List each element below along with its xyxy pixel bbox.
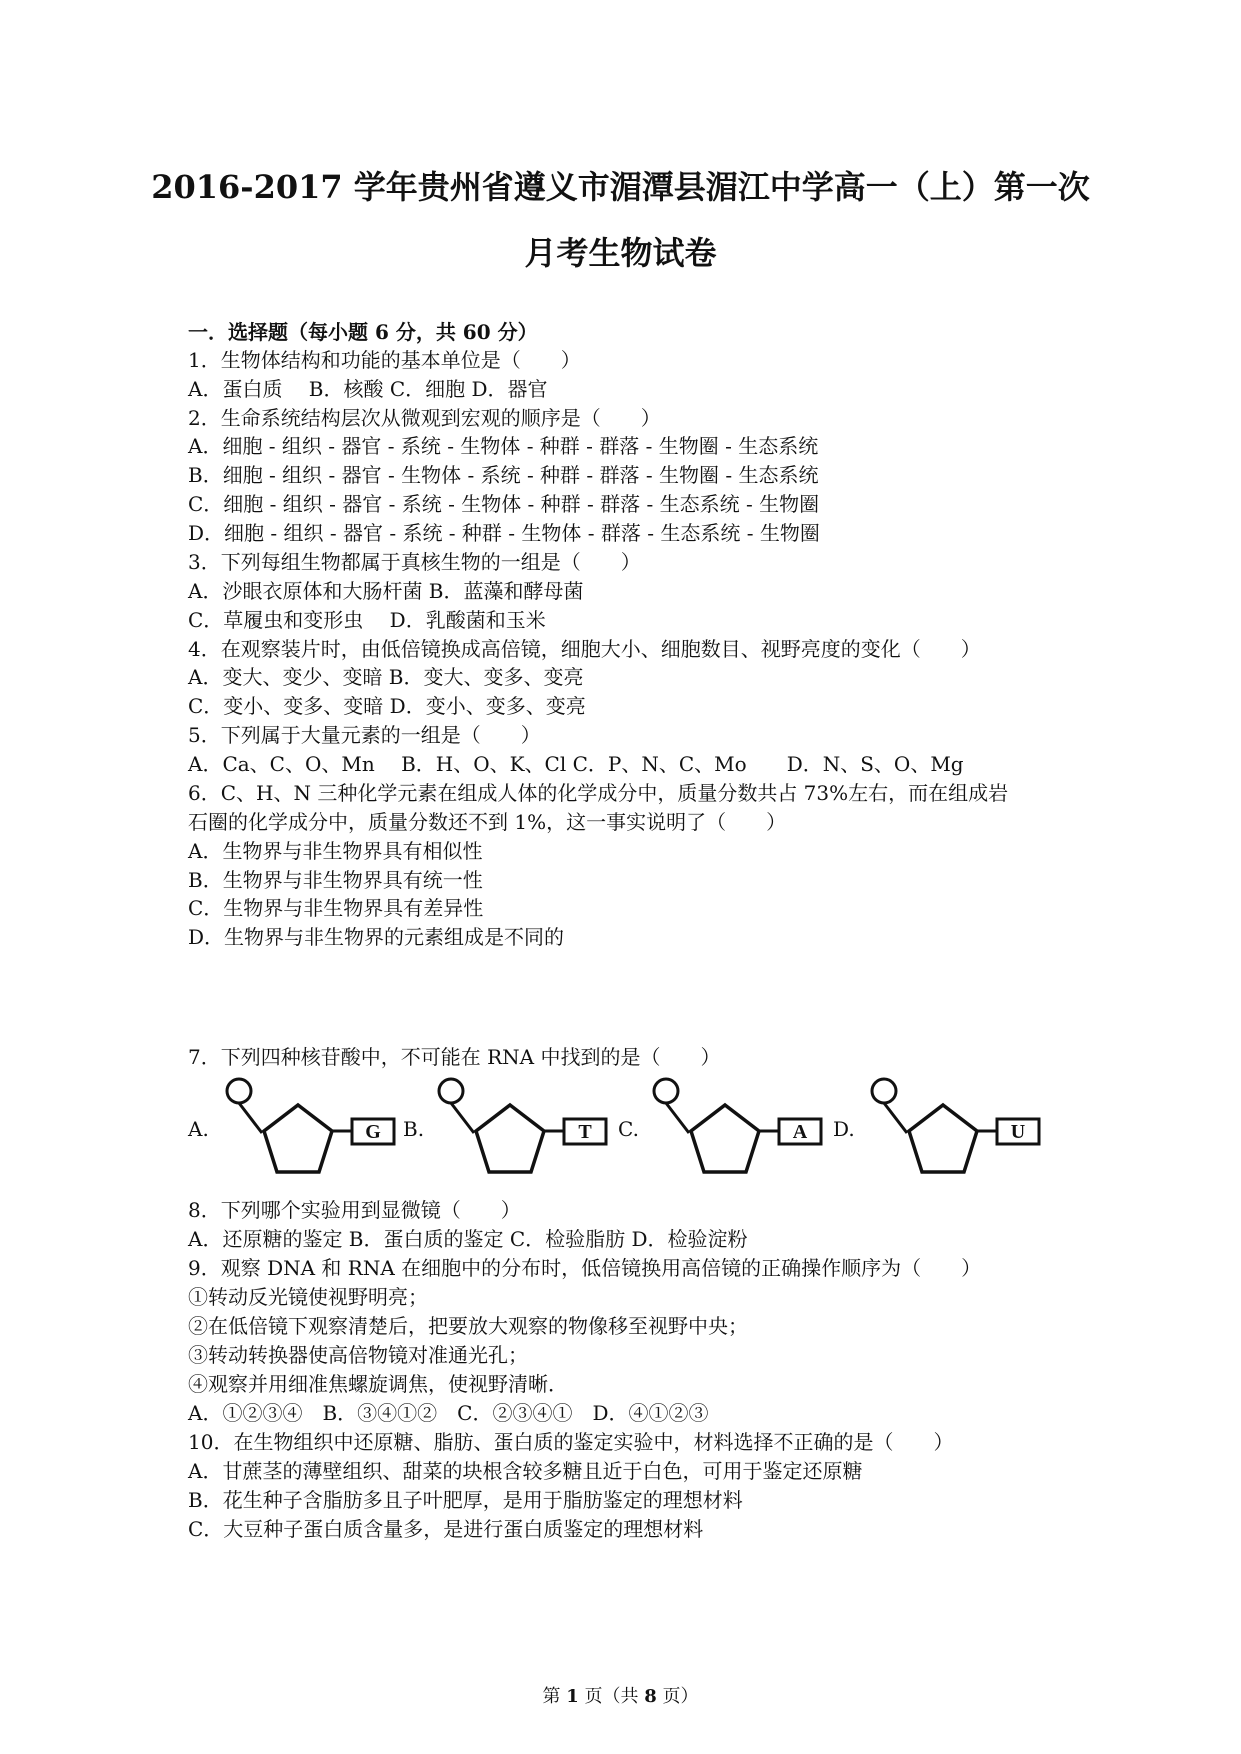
page-footer bbox=[0, 1682, 1241, 1708]
question-line: A．甘蔗茎的薄壁组织、甜菜的块根含较多糖且近于白色，可用于鉴定还原糖 bbox=[188, 1459, 863, 1483]
question-line: 石圈的化学成分中，质量分数还不到 1%，这一事实说明了（ ） bbox=[188, 810, 787, 834]
question-line: 9．观察 DNA 和 RNA 在细胞中的分布时，低倍镜换用高倍镜的正确操作顺序为（ ） bbox=[188, 1256, 982, 1280]
footer-suffix: 页） bbox=[656, 1686, 699, 1707]
option-label: A. bbox=[188, 1117, 209, 1141]
question-line: ④观察并用细准焦螺旋调焦，使视野清晰． bbox=[188, 1372, 568, 1396]
question-line: ③转动转换器使高倍物镜对准通光孔； bbox=[188, 1343, 528, 1367]
exam-title-line-2: 月考生物试卷 bbox=[524, 234, 717, 272]
question-line: C．细胞 - 组织 - 器官 - 系统 - 生物体 - 种群 - 群落 - 生态系统 - 生物圈 bbox=[188, 492, 820, 516]
footer-middle: 页（共 bbox=[578, 1686, 645, 1707]
question-line: C．生物界与非生物界具有差异性 bbox=[188, 896, 484, 920]
question-line: ②在低倍镜下观察清楚后，把要放大观察的物像移至视野中央； bbox=[188, 1314, 748, 1338]
question-line: A．沙眼衣原体和大肠杆菌 B．蓝藻和酵母菌 bbox=[188, 579, 584, 603]
nucleotide-a-icon bbox=[651, 1075, 826, 1185]
option-label: D. bbox=[833, 1117, 855, 1141]
nucleotide-g-icon bbox=[224, 1075, 399, 1185]
question-line: C．草履虫和变形虫 D．乳酸菌和玉米 bbox=[188, 608, 546, 632]
option-label: B. bbox=[403, 1117, 425, 1141]
nucleotide-option-b bbox=[403, 1075, 618, 1185]
question-line: 3．下列每组生物都属于真核生物的一组是（ ） bbox=[188, 550, 641, 574]
nucleotide-option-a bbox=[188, 1075, 403, 1185]
question-line: 7．下列四种核苷酸中，不可能在 RNA 中找到的是（ ） bbox=[188, 1045, 721, 1069]
question-line: A．还原糖的鉴定 B．蛋白质的鉴定 C．检验脂肪 D．检验淀粉 bbox=[188, 1227, 748, 1251]
nucleotide-option-c bbox=[618, 1075, 833, 1185]
base-letter: A bbox=[792, 1121, 808, 1143]
question-line: 5．下列属于大量元素的一组是（ ） bbox=[188, 723, 541, 747]
question-line: A．Ca、C、O、Mn B．H、O、K、Cl C．P、N、C、Mo D．N、S、O、Mg bbox=[188, 752, 964, 776]
question-line: D．细胞 - 组织 - 器官 - 系统 - 种群 - 生物体 - 群落 - 生态系统 - 生物圈 bbox=[188, 521, 820, 545]
question-line: 10．在生物组织中还原糖、脂肪、蛋白质的鉴定实验中，材料选择不正确的是（ ） bbox=[188, 1430, 954, 1454]
question-line: A．细胞 - 组织 - 器官 - 系统 - 生物体 - 种群 - 群落 - 生物圈 - 生态系统 bbox=[188, 434, 819, 458]
question-line: C．变小、变多、变暗 D．变小、变多、变亮 bbox=[188, 694, 586, 718]
question-line: A．蛋白质 B．核酸 C．细胞 D．器官 bbox=[188, 377, 548, 401]
question-line: B．生物界与非生物界具有统一性 bbox=[188, 868, 483, 892]
total-page-number: 8 bbox=[644, 1686, 657, 1707]
question-line: A．①②③④ B．③④①② C．②③④① D．④①②③ bbox=[188, 1401, 709, 1425]
base-letter: U bbox=[1010, 1121, 1026, 1143]
current-page-number: 1 bbox=[566, 1686, 579, 1707]
question-line: 4．在观察装片时，由低倍镜换成高倍镜，细胞大小、细胞数目、视野亮度的变化（ ） bbox=[188, 637, 981, 661]
question-line: D．生物界与非生物界的元素组成是不同的 bbox=[188, 925, 565, 949]
question-line: B．细胞 - 组织 - 器官 - 生物体 - 系统 - 种群 - 群落 - 生物圈 - 生态系统 bbox=[188, 463, 819, 487]
section-heading: 一．选择题（每小题 6 分，共 60 分） bbox=[188, 320, 538, 344]
option-label: C. bbox=[618, 1117, 639, 1141]
exam-title-line-1: 2016-2017 学年贵州省遵义市湄潭县湄江中学高一（上）第一次 bbox=[151, 168, 1090, 206]
question-line: A．变大、变少、变暗 B．变大、变多、变亮 bbox=[188, 665, 584, 689]
nucleotide-t-icon bbox=[436, 1075, 611, 1185]
question-line: 6．C、H、N 三种化学元素在组成人体的化学成分中，质量分数共占 73%左右，而在组成岩 bbox=[188, 781, 1009, 805]
question-line: ①转动反光镜使视野明亮； bbox=[188, 1285, 428, 1309]
question-line: B．花生种子含脂肪多且子叶肥厚，是用于脂肪鉴定的理想材料 bbox=[188, 1488, 743, 1512]
question-line: 8．下列哪个实验用到显微镜（ ） bbox=[188, 1198, 521, 1222]
base-letter: T bbox=[578, 1121, 592, 1143]
question-line: A．生物界与非生物界具有相似性 bbox=[188, 839, 483, 863]
question-line: 1．生物体结构和功能的基本单位是（ ） bbox=[188, 348, 581, 372]
base-letter: G bbox=[365, 1121, 381, 1143]
question-line: C．大豆种子蛋白质含量多，是进行蛋白质鉴定的理想材料 bbox=[188, 1517, 704, 1541]
nucleotide-u-icon bbox=[869, 1075, 1044, 1185]
footer-prefix: 第 bbox=[542, 1686, 567, 1707]
question-line: 2．生命系统结构层次从微观到宏观的顺序是（ ） bbox=[188, 406, 661, 430]
nucleotide-diagram bbox=[188, 1075, 1048, 1185]
nucleotide-option-d bbox=[833, 1075, 1048, 1185]
